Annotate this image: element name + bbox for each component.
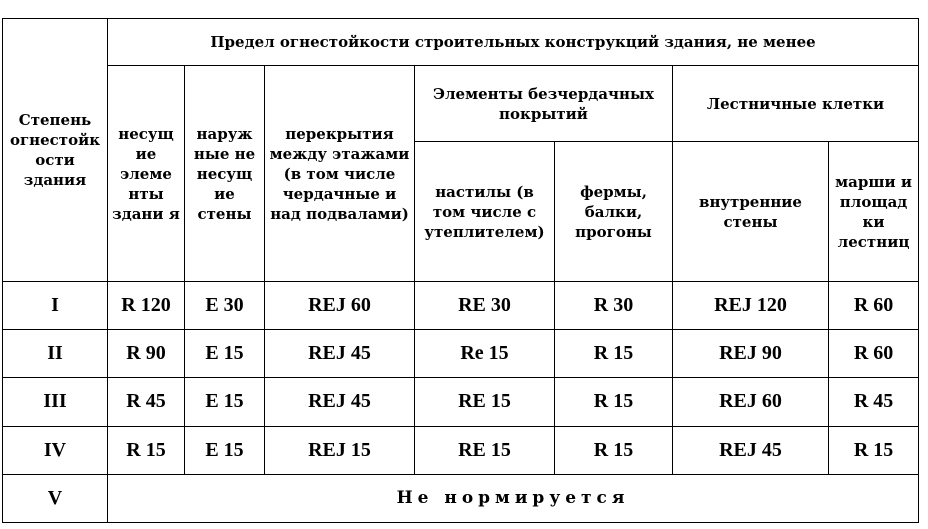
value-cell: E 15 bbox=[185, 426, 265, 474]
floors-header: перекрытия между этажами (в том числе чердачные и над подвалами) bbox=[265, 66, 415, 282]
fire-resistance-table bbox=[2, 18, 919, 523]
value-cell: R 15 bbox=[829, 426, 919, 474]
value-cell: REJ 45 bbox=[265, 378, 415, 426]
value-cell: R 30 bbox=[555, 282, 673, 330]
value-cell: RE 15 bbox=[415, 378, 555, 426]
value-cell: Re 15 bbox=[415, 330, 555, 378]
value-cell: REJ 45 bbox=[673, 426, 829, 474]
degree-cell: IV bbox=[3, 426, 108, 474]
header-row-2 bbox=[3, 66, 919, 142]
stairs-group-header: Лестничные клетки bbox=[673, 66, 919, 142]
value-cell: REJ 60 bbox=[673, 378, 829, 426]
degree-cell: III bbox=[3, 378, 108, 426]
table-row bbox=[3, 426, 919, 474]
value-cell: R 45 bbox=[108, 378, 185, 426]
value-cell: R 120 bbox=[108, 282, 185, 330]
roof-decks-header: настилы (в том числе с утеплителем) bbox=[415, 142, 555, 282]
value-cell: R 15 bbox=[555, 426, 673, 474]
table-row bbox=[3, 378, 919, 426]
not-regulated-note: Не нормируется bbox=[108, 474, 919, 522]
value-cell: E 15 bbox=[185, 378, 265, 426]
value-cell: R 90 bbox=[108, 330, 185, 378]
flights-header: марши и площад ки лестниц bbox=[829, 142, 919, 282]
degree-cell: V bbox=[3, 474, 108, 522]
value-cell: RE 15 bbox=[415, 426, 555, 474]
degree-header: Степень огнестойк ости здания bbox=[3, 19, 108, 282]
table-row bbox=[3, 330, 919, 378]
table-row-last bbox=[3, 474, 919, 522]
value-cell: R 15 bbox=[555, 330, 673, 378]
value-cell: R 45 bbox=[829, 378, 919, 426]
value-cell: REJ 45 bbox=[265, 330, 415, 378]
load-bearing-header: несущ ие элеме нты здани я bbox=[108, 66, 185, 282]
degree-cell: I bbox=[3, 282, 108, 330]
table-row bbox=[3, 282, 919, 330]
value-cell: RE 30 bbox=[415, 282, 555, 330]
value-cell: REJ 120 bbox=[673, 282, 829, 330]
value-cell: REJ 60 bbox=[265, 282, 415, 330]
degree-cell: II bbox=[3, 330, 108, 378]
value-cell: E 15 bbox=[185, 330, 265, 378]
value-cell: REJ 15 bbox=[265, 426, 415, 474]
outer-walls-header: наруж ные не несущ ие стены bbox=[185, 66, 265, 282]
header-row-1 bbox=[3, 19, 919, 66]
group-title-header: Предел огнестойкости строительных конструкций здания, не менее bbox=[108, 19, 919, 66]
value-cell: E 30 bbox=[185, 282, 265, 330]
value-cell: R 15 bbox=[555, 378, 673, 426]
value-cell: REJ 90 bbox=[673, 330, 829, 378]
trusses-header: фермы, балки, прогоны bbox=[555, 142, 673, 282]
inner-walls-header: внутренние стены bbox=[673, 142, 829, 282]
roof-group-header: Элементы безчердачных покрытий bbox=[415, 66, 673, 142]
value-cell: R 60 bbox=[829, 282, 919, 330]
value-cell: R 60 bbox=[829, 330, 919, 378]
value-cell: R 15 bbox=[108, 426, 185, 474]
